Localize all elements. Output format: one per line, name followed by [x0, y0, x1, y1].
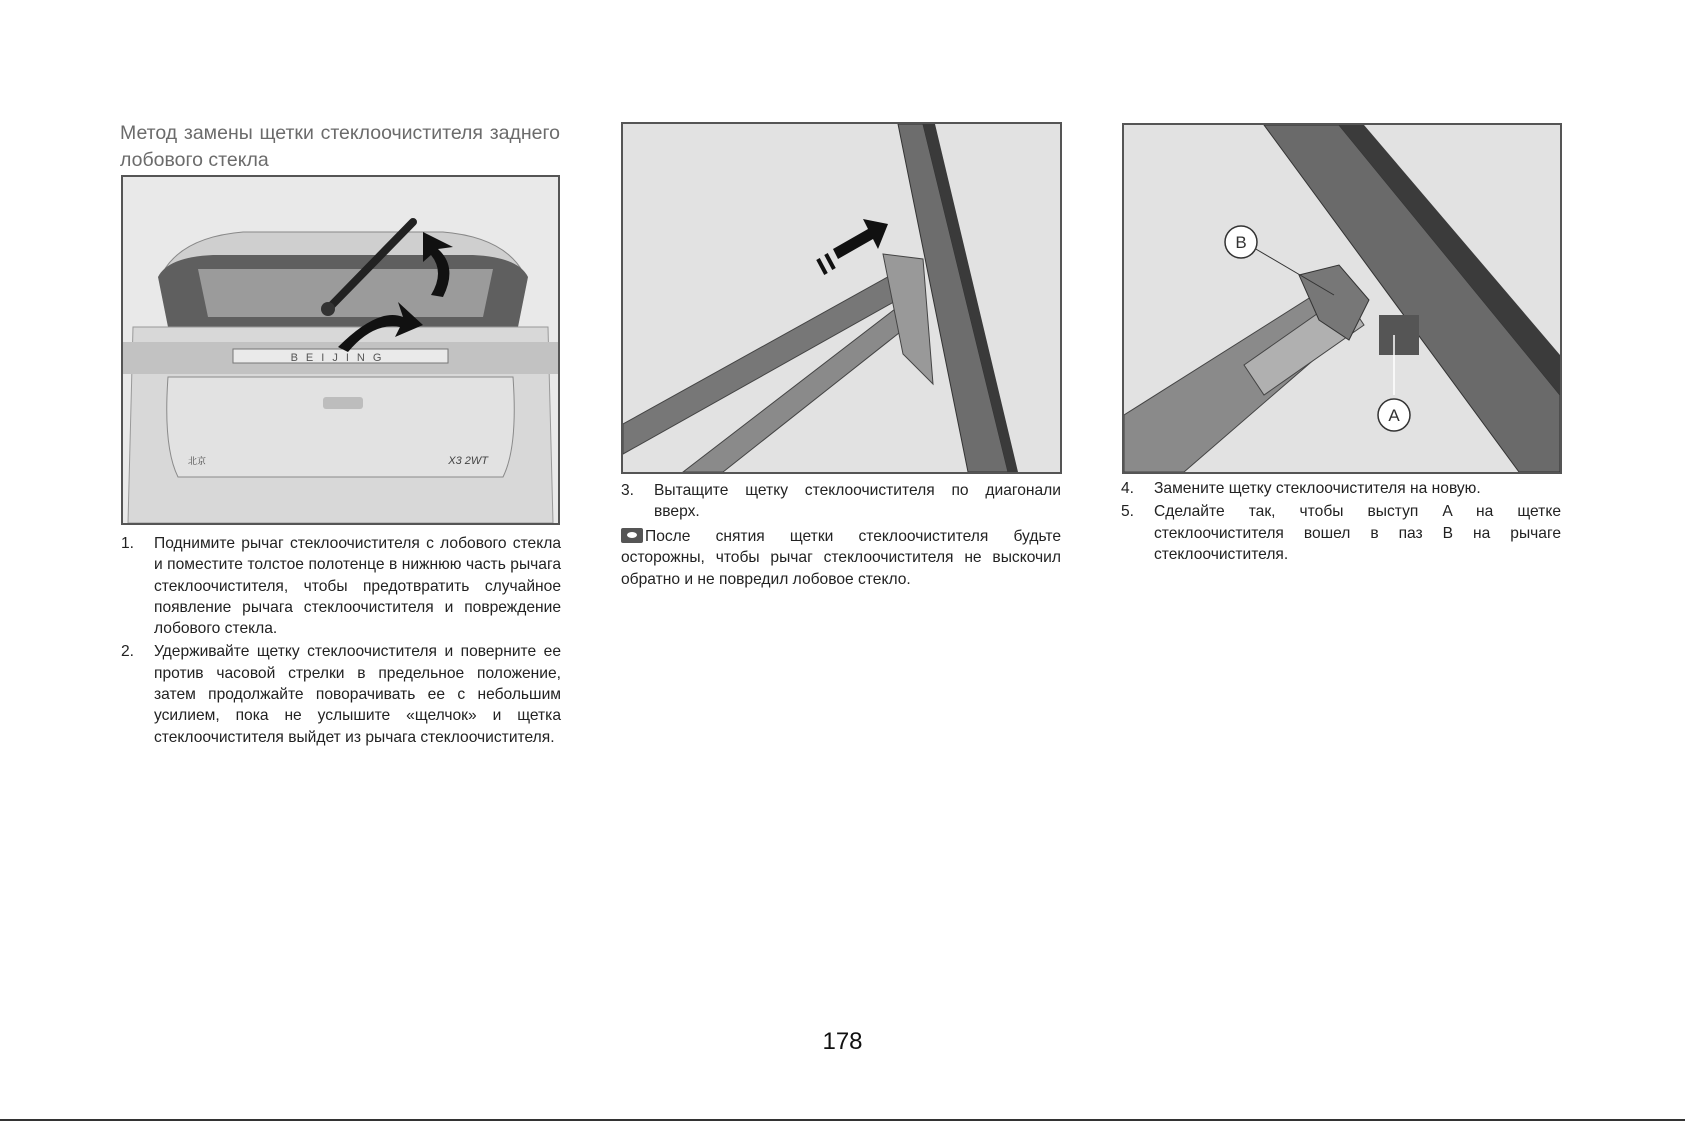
page-number: 178 — [822, 1028, 863, 1055]
blade-mount-illustration — [1124, 125, 1560, 472]
bottom-rule — [0, 1119, 1685, 1121]
callout-a: A — [1388, 406, 1400, 425]
figure-blade-mount-ab — [1122, 123, 1562, 474]
brand-badge: BEIJING — [290, 352, 390, 364]
caution-eye-icon — [621, 528, 643, 543]
figure-rear-tailgate — [121, 175, 560, 525]
steps-list-right — [1121, 478, 1561, 567]
steps-list-middle — [621, 480, 1061, 525]
step-number: 5. — [1121, 503, 1135, 521]
step-text: Сделайте так, чтобы выступ A на щетке стеклоочистителя вошел в паз B на рычаге стеклоочистителя. — [1154, 503, 1561, 563]
list-item — [1121, 478, 1561, 499]
note-text: После снятия щетки стеклоочистителя будьте осторожны, чтобы рычаг стеклоочистителя не выскочил обратно и не повредил лобовое стекло. — [621, 528, 1061, 588]
step-text: Удерживайте щетку стеклоочистителя и поверните ее против часовой стрелки в предельное положение, затем продолжайте поворачивать ее с небольшим усилием, пока не услышите «щелчок» и щетка стеклоочистителя выйдет из рычага стеклоочистителя. — [154, 643, 561, 746]
list-item — [121, 641, 561, 747]
steps-list-left — [121, 533, 561, 750]
list-item — [621, 480, 1061, 523]
rear-tailgate-illustration — [123, 177, 558, 523]
step-number: 2. — [121, 643, 135, 661]
step-number: 3. — [621, 482, 635, 499]
pull-blade-illustration — [623, 124, 1060, 472]
list-item — [1121, 501, 1561, 565]
figure-pull-wiper-blade — [621, 122, 1062, 474]
list-item — [121, 533, 561, 639]
caution-note — [621, 526, 1061, 590]
step-number: 1. — [121, 535, 135, 552]
step-number: 4. — [1121, 480, 1135, 497]
section-title: Метод замены щетки стеклоочистителя заднего лобового стекла — [120, 122, 560, 171]
step-text: Замените щетку стеклоочистителя на новую. — [1154, 480, 1481, 497]
step-text: Поднимите рычаг стеклоочистителя с лобового стекла и поместите толстое полотенце в нижнюю часть рычага стеклоочистителя, чтобы предотвратить случайное появление рычага стеклоочистителя и повреждение лобового стекла. — [154, 535, 561, 638]
step-text: Вытащите щетку стеклоочистителя по диагонали вверх. — [654, 482, 1061, 521]
callout-b: B — [1235, 233, 1247, 252]
name-plate: 北京 — [188, 456, 207, 466]
model-plate: X3 2WT — [448, 455, 488, 467]
